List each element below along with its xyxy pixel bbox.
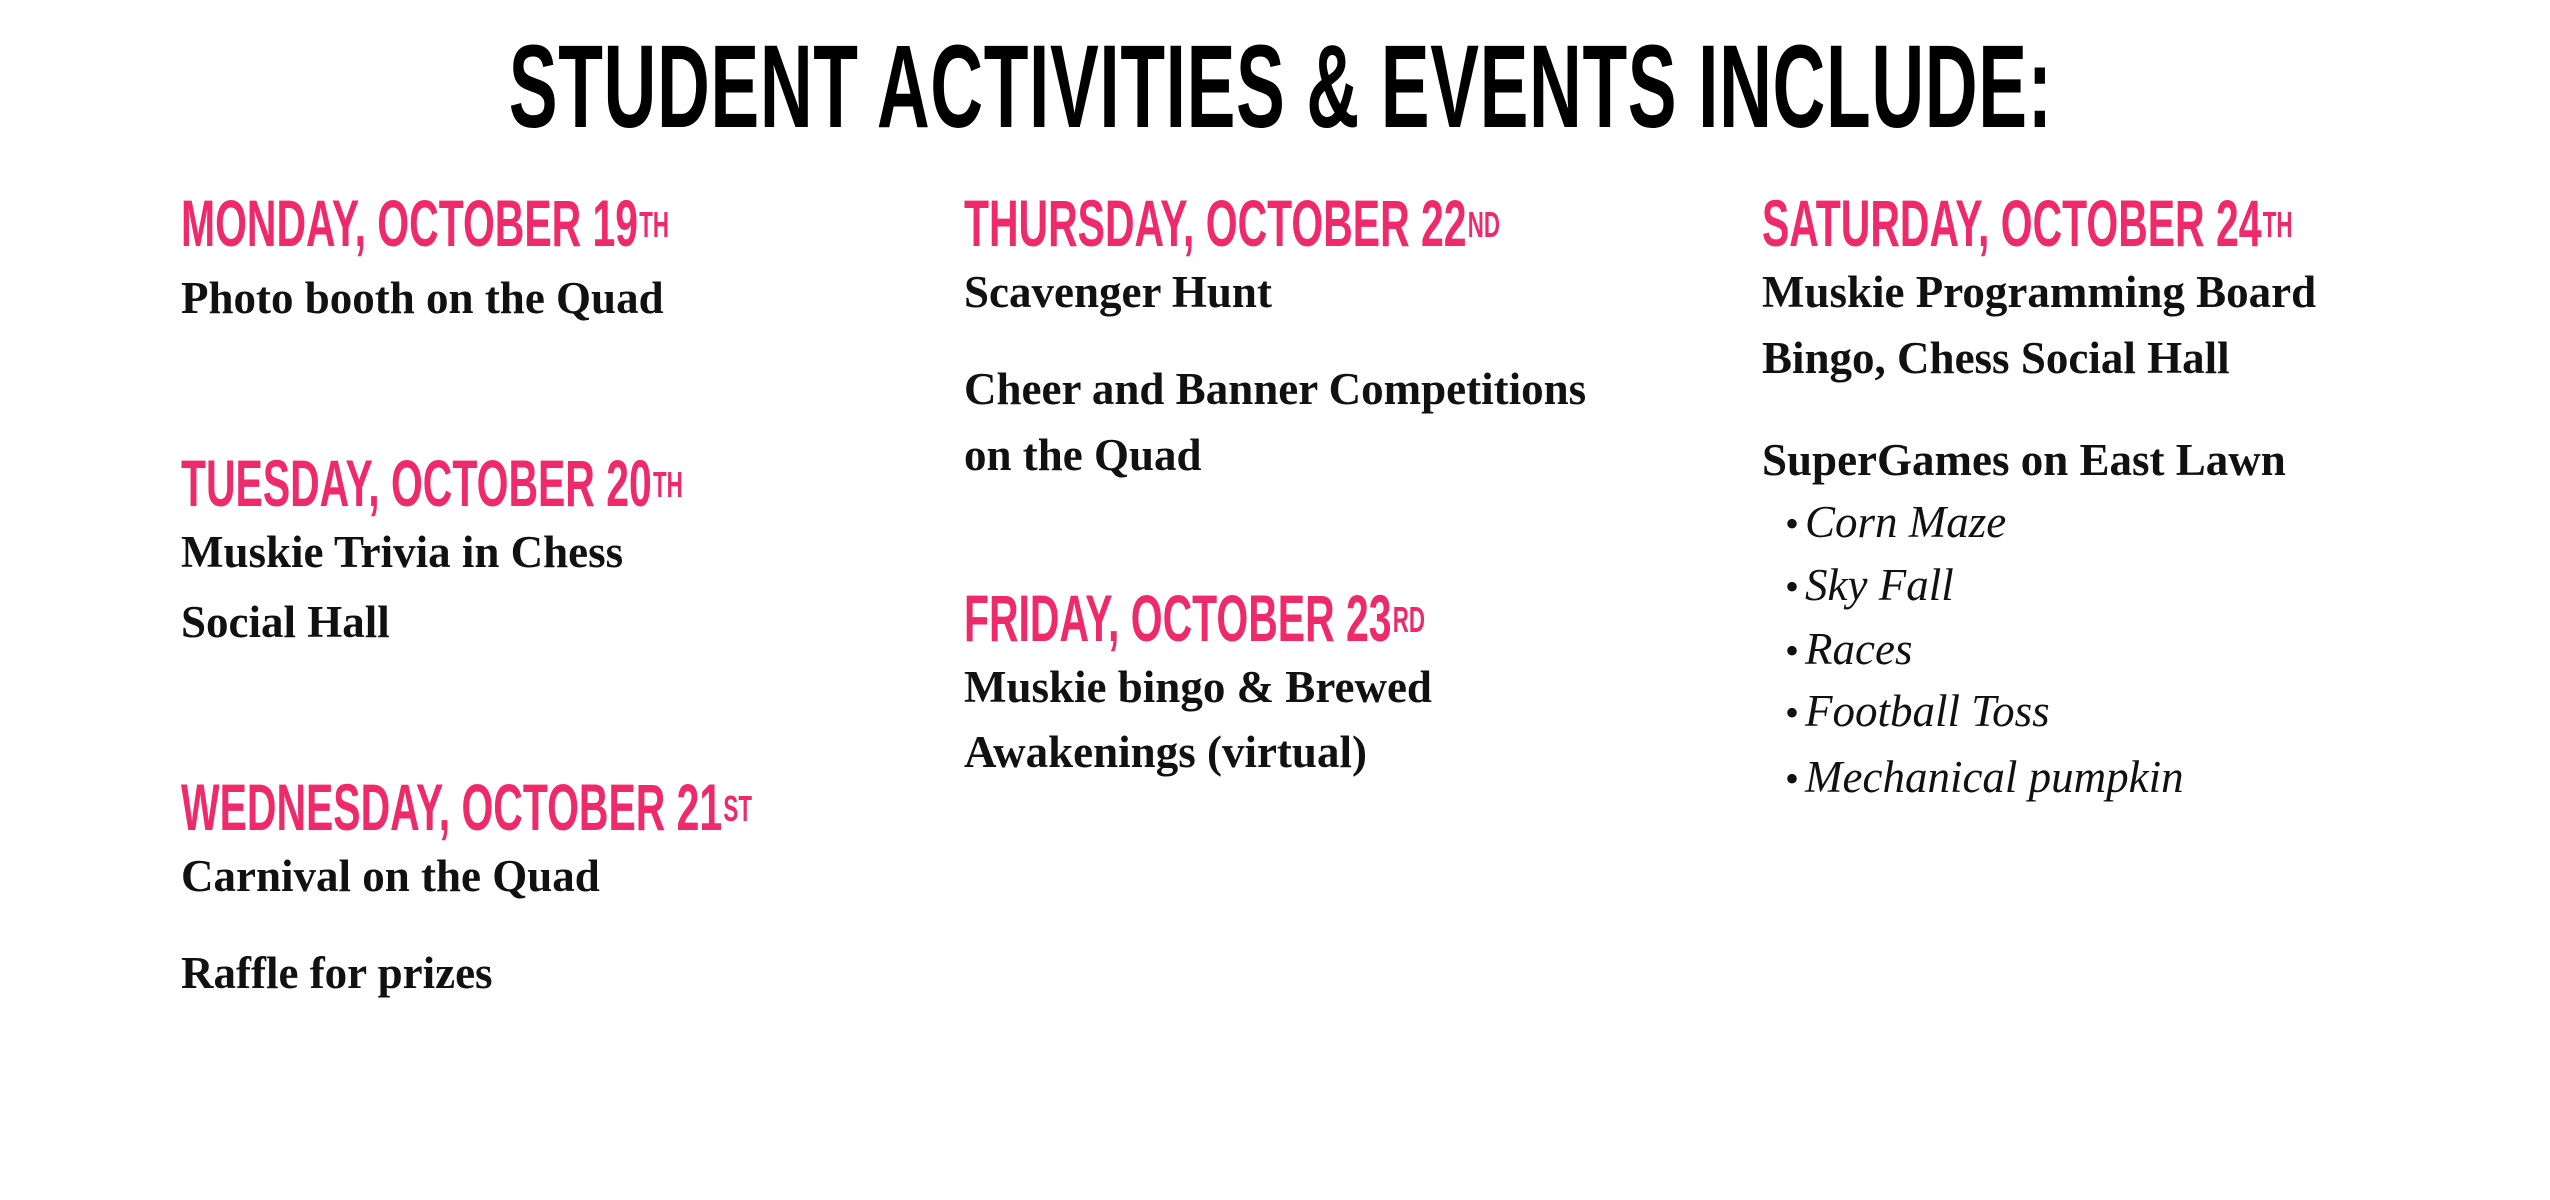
ordinal-suffix: ND: [1467, 204, 1501, 245]
event-item: on the Quad: [964, 430, 1202, 480]
day-heading-saturday: SATURDAY, OCTOBER 24TH: [1762, 186, 2293, 260]
event-item: Raffle for prizes: [181, 948, 493, 998]
day-heading-tuesday: TUESDAY, OCTOBER 20TH: [181, 446, 683, 520]
event-item: Muskie Trivia in Chess: [181, 527, 624, 577]
event-item: SuperGames on East Lawn: [1762, 435, 2286, 485]
bullet-icon: •: [1785, 690, 1800, 735]
day-heading-monday: MONDAY, OCTOBER 19TH: [181, 186, 670, 260]
event-item: Photo booth on the Quad: [181, 273, 664, 323]
sub-list-item: • Sky Fall: [1785, 560, 1954, 610]
ordinal-suffix: RD: [1392, 599, 1425, 640]
bullet-icon: •: [1785, 628, 1800, 673]
sub-list-item: • Corn Maze: [1785, 497, 2007, 547]
ordinal-suffix: TH: [652, 464, 683, 505]
event-item: Scavenger Hunt: [964, 267, 1272, 317]
event-item: Carnival on the Quad: [181, 851, 600, 901]
sub-list-item: • Football Toss: [1785, 686, 2050, 736]
event-item: Muskie bingo & Brewed: [964, 662, 1432, 712]
day-heading-wednesday: WEDNESDAY, OCTOBER 21ST: [181, 770, 752, 844]
event-item: Awakenings (virtual): [964, 727, 1367, 777]
sub-list-item: • Mechanical pumpkin: [1785, 752, 2184, 802]
page-title: STUDENT ACTIVITIES & EVENTS INCLUDE:: [508, 21, 2053, 153]
sub-list-item: • Races: [1785, 624, 1913, 674]
event-item: Muskie Programming Board: [1762, 267, 2317, 317]
ordinal-suffix: TH: [2262, 204, 2293, 245]
event-item: Bingo, Chess Social Hall: [1762, 333, 2230, 383]
ordinal-suffix: ST: [723, 788, 752, 829]
bullet-icon: •: [1785, 501, 1800, 546]
event-item: Social Hall: [181, 597, 390, 647]
bullet-icon: •: [1785, 564, 1800, 609]
day-heading-thursday: THURSDAY, OCTOBER 22ND: [964, 186, 1501, 260]
event-item: Cheer and Banner Competitions: [964, 364, 1587, 414]
bullet-icon: •: [1785, 756, 1800, 801]
day-heading-friday: FRIDAY, OCTOBER 23RD: [964, 581, 1425, 655]
ordinal-suffix: TH: [639, 204, 670, 245]
